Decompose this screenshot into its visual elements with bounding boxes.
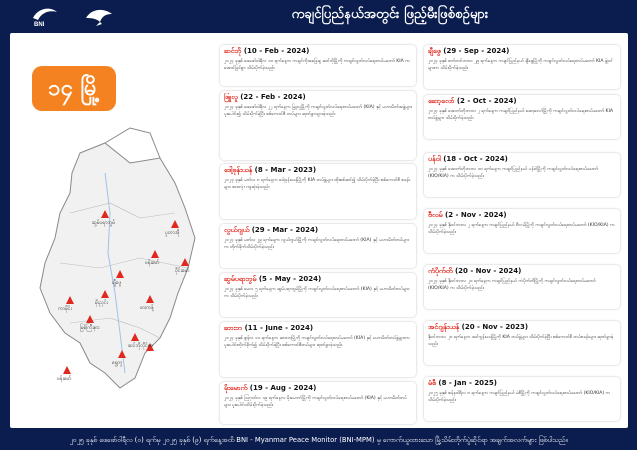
pin-label: မြစ်ကြီးနား xyxy=(80,325,100,331)
event-place: ဖြူလူ xyxy=(224,93,238,101)
event-title xyxy=(224,166,412,176)
event-place: ဆွမ်ပရာဘွမ် xyxy=(224,275,257,283)
event-place: ပန်ဝါ xyxy=(428,155,441,163)
pin-label: မိုးညှင်း xyxy=(95,300,109,306)
pin-label: ဆွမ်ပရာဘွမ် xyxy=(92,220,116,226)
event-place: ဆားဘ xyxy=(224,324,243,332)
event-title xyxy=(428,155,616,165)
event-card xyxy=(220,382,416,424)
event-title xyxy=(428,267,616,277)
event-card xyxy=(220,91,416,160)
pin-label: ချီဖွေ xyxy=(112,280,122,286)
event-title xyxy=(224,226,412,236)
event-date: (2 - Nov - 2024) xyxy=(445,211,507,219)
event-date: (8 - Jan - 2025) xyxy=(438,379,497,387)
event-card xyxy=(424,95,620,139)
svg-text:BNI: BNI xyxy=(34,22,45,28)
event-date: (18 - Oct - 2024) xyxy=(443,155,508,163)
event-place: ကံပိုက်တိ xyxy=(428,267,453,275)
event-text: ၂၀၂၄ ခုနှစ် အောက်တိုဘာလ ၁၈ ရက်နေ့က ကချင်ပြည်နယ် ပန်ဝါမြို့ကို ကချင်လွတ်လပ်ရေးတပ်မတော် (KIO/KIA) က သိမ်းပိုက်ခဲ့သည်။ xyxy=(428,167,599,179)
event-title xyxy=(428,211,616,221)
event-date: (20 - Nov - 2024) xyxy=(454,267,522,275)
event-date: (22 - Feb - 2024) xyxy=(240,93,306,101)
pin-label: ဆင်ဘိုလိုင်ဇာ xyxy=(128,343,153,349)
event-text: ၂၀၂၄ ခုနှစ် ဇွန်လ ၁၁ ရက်နေ့က ဆားဘမြို့ကို ကချင်လွတ်လပ်ရေးတပ်မတော် (KIA) နှင့် မဟာမိတ်တပ်ဖွဲ့များက ပူးပေါင်းတိုက်ခိုက်၍ သိမ်းပိုက်ခဲ့ပြီး စစ်ကောင်စီတပ်များ ဆုတ်ခွာခဲ့သည်။ xyxy=(224,336,410,348)
footer-note: ၂၀၂၅ ခုနှစ် ဖေဖော်ဝါရီလ (၀) ရက်မှ ၂၀၂၅ ခုနှစ် (၉) ရက်နေ့အထိ BNI - Myanmar Peace Monitor (BNI-MPM) မှ ကောက်ယူထားသော မြို့သိမ်းတိုက်ပွဲဆိုင်ရာ အချက်အလက်များ ဖြစ်ပါသည်။ xyxy=(69,436,568,444)
event-text: ၂၀၂၄ ခုနှစ် ဖေဖော်ဝါရီလ ၁၀ ရက်နေ့က ကချင်ကိုအခြေချ ဆင်ဘိုမြို့ကို ကချင်လွတ်လပ်ရေးတပ်မတော် KIA ကအောင်မြင်စွာ သိမ်းပိုက်ခဲ့သည်။ xyxy=(224,59,410,71)
event-text: ၂၀၂၄ ခုနှစ် အောက်တိုဘာလ ၂ ရက်နေ့က ကချင်ပြည်နယ် ဆော့လော်မြို့ကို ကချင်လွတ်လပ်ရေးတပ်မတော် KIA တပ်ဖွဲ့များ သိမ်းပိုက်ခဲ့သည်။ xyxy=(428,109,614,121)
pin-label: ဗန်းမော် xyxy=(145,260,160,266)
event-card xyxy=(424,321,620,365)
event-text: နိုဝင်ဘာလ ၂၀ ရက်နေ့က အင်ဂျန်းယန်မြို့ကို KIA တပ်ဖွဲ့များ သိမ်းပိုက်ခဲ့ပြီး စစ်ကောင်စီ တပ်စခန်းများ ဆုတ်ခွာခဲ့သည်။ xyxy=(428,335,614,347)
event-card xyxy=(424,153,620,197)
event-text: ၂၀၂၄ ခုနှစ် ဩဂုတ်လ ၁၉ ရက်နေ့က မိုးမောက်မြို့ကို ကချင်လွတ်လပ်ရေးတပ်မတော် (KIA) နှင့် မဟာမိတ်တပ်များ ပူးပေါင်းသိမ်းပိုက်ခဲ့သည်။ xyxy=(224,396,407,408)
peace-dove-logo-icon xyxy=(82,4,116,28)
event-text: ၂၀၂၅ ခုနှစ် ဇန်နဝါရီလ ၈ ရက်နေ့က ကချင်ပြည်နယ် မံစီမြို့ကို ကချင်လွတ်လပ်ရေးတပ်မတော် (KIO/KIA) က သိမ်းပိုက်ခဲ့သည်။ xyxy=(428,391,611,403)
pin-marker xyxy=(63,366,71,374)
event-title xyxy=(224,275,412,285)
main-panel xyxy=(10,33,628,428)
event-date: (29 - Mar - 2024) xyxy=(251,226,319,234)
event-place: မိုးမောက် xyxy=(224,384,248,392)
event-text: ၂၀၂၄ ခုနှစ် ဖေဖော်ဝါရီလ ၂၂ ရက်နေ့က မြူလူမြို့ကို ကချင်လွတ်လပ်ရေးတပ်မတော် (KIA) နှင့် မဟာမိတ်အဖွဲ့များ ပူးပေါင်း၍ သိမ်းပိုက်ခဲ့ပြီး စစ်ကောင်စီ တပ်များ ဆုတ်ခွာသွားခဲ့သည်။ xyxy=(224,105,412,117)
event-place: မံစီ xyxy=(428,379,436,387)
pin-label: ဝိုင်းမော် xyxy=(175,268,190,274)
event-place: ဗီလမ် xyxy=(428,211,443,219)
event-title xyxy=(428,323,616,333)
event-title xyxy=(224,384,412,394)
pin-label: ကာမိုင်း xyxy=(58,306,72,312)
event-card xyxy=(220,322,416,377)
town-count-badge: ၁၄ မြို့ xyxy=(32,66,116,111)
event-title xyxy=(428,379,616,389)
event-place: ဆင်ဘို xyxy=(224,47,242,55)
event-place: လွယ်ဂျယ် xyxy=(224,226,250,234)
event-card xyxy=(220,164,416,219)
event-place: ဆော့လော် xyxy=(428,97,455,105)
event-text: ၂၀၂၄ ခုနှစ် နိုဝင်ဘာလ ၂၀ ရက်နေ့က ကချင်ပြည်နယ် ကံပိုက်တိမြို့ကို ကချင်လွတ်လပ်ရေးတပ်မတော် (KIO/KIA) က သိမ်းပိုက်ခဲ့သည်။ xyxy=(428,279,596,291)
event-text: ၂၀၂၄ ခုနှစ် စက်တင်ဘာလ ၂၉ ရက်နေ့က ကချင်ပြည်နယ် ချီဖွေမြို့ကို ကချင်လွတ်လပ်ရေးတပ်မတော် KIA ဖွဲ့ဝင်များက သိမ်းပိုက်ခဲ့သည်။ xyxy=(428,59,613,71)
event-card xyxy=(424,45,620,89)
event-title xyxy=(224,324,412,334)
event-card xyxy=(424,265,620,309)
event-text: ၂၀၂၃ ခုနှစ် မတ်လ ၈ ရက်နေ့က ဒေါ့ဖုန်းယန်မြို့ကို KIA တပ်ဖွဲ့များ ထိုးစစ်ဆင်၍ သိမ်းပိုက်ခဲ့ပြီး စစ်ကောင်စီ စခန်းများ အားလုံး ကျဆုံးခဲ့သည်။ xyxy=(224,178,411,190)
event-place: ဒေါ့ဖုန်းယန် xyxy=(224,166,253,174)
event-date: (8 - Mar - 2023) xyxy=(254,166,317,174)
event-date: (19 - Aug - 2024) xyxy=(249,384,317,392)
event-place: ချီဖွေ xyxy=(428,47,441,55)
event-date: (20 - Nov - 2023) xyxy=(461,323,529,331)
event-card xyxy=(220,273,416,317)
event-title xyxy=(428,47,616,57)
event-date: (5 - May - 2024) xyxy=(258,275,322,283)
event-date: (10 - Feb - 2024) xyxy=(243,47,310,55)
event-card xyxy=(424,209,620,253)
event-date: (2 - Oct - 2024) xyxy=(456,97,517,105)
event-text: ၂၀၂၄ ခုနှစ် မေလ ၅ ရက်နေ့က ဆွမ်ပရာဘွမ်မြို့ကို ကချင်လွတ်လပ်ရေးတပ်မတော် (KIA) နှင့် မဟာမိတ်တပ်များက သိမ်းပိုက်ခဲ့သည်။ xyxy=(224,287,410,299)
event-text: ၂၀၂၄ ခုနှစ် နိုဝင်ဘာလ ၂ ရက်နေ့က ကချင်ပြည်နယ် ဗီလမ်မြို့ကို ကချင်လွတ်လပ်ရေးတပ်မတော် (KIO/KIA) က သိမ်းပိုက်ခဲ့သည်။ xyxy=(428,223,615,235)
event-title xyxy=(224,47,412,57)
pin-label: ဖားကန့် xyxy=(140,305,154,311)
bni-logo-icon xyxy=(30,4,60,28)
header xyxy=(0,0,637,32)
event-date: (11 - June - 2024) xyxy=(244,324,314,332)
event-place: အင်ဂျန်းယန် xyxy=(428,323,460,331)
page-title: ကချင်ပြည်နယ်အတွင်း ဖြည့်မီးဖြစ်စဉ်များ xyxy=(291,7,489,22)
event-date: (29 - Sep - 2024) xyxy=(443,47,510,55)
pin-label: ပူတာအို xyxy=(165,230,180,236)
event-title xyxy=(428,97,616,107)
kachin-map xyxy=(10,33,218,428)
event-card xyxy=(220,45,416,86)
pin-label: ဗန်းမော် xyxy=(57,376,72,382)
event-title xyxy=(224,93,412,103)
pin-label: ရွှေကူ xyxy=(112,360,123,366)
event-card xyxy=(424,377,620,421)
event-text: ၂၀၂၄ ခုနှစ် မတ်လ ၂၉ ရက်နေ့က လွယ်ဂျယ်မြို့ကို ကချင်လွတ်လပ်ရေးတပ်မတော် (KIA) နှင့် မဟာမိတ်တပ်များက တိုက်ခိုက်သိမ်းပိုက်ခဲ့သည်။ xyxy=(224,238,409,250)
event-card xyxy=(220,224,416,268)
